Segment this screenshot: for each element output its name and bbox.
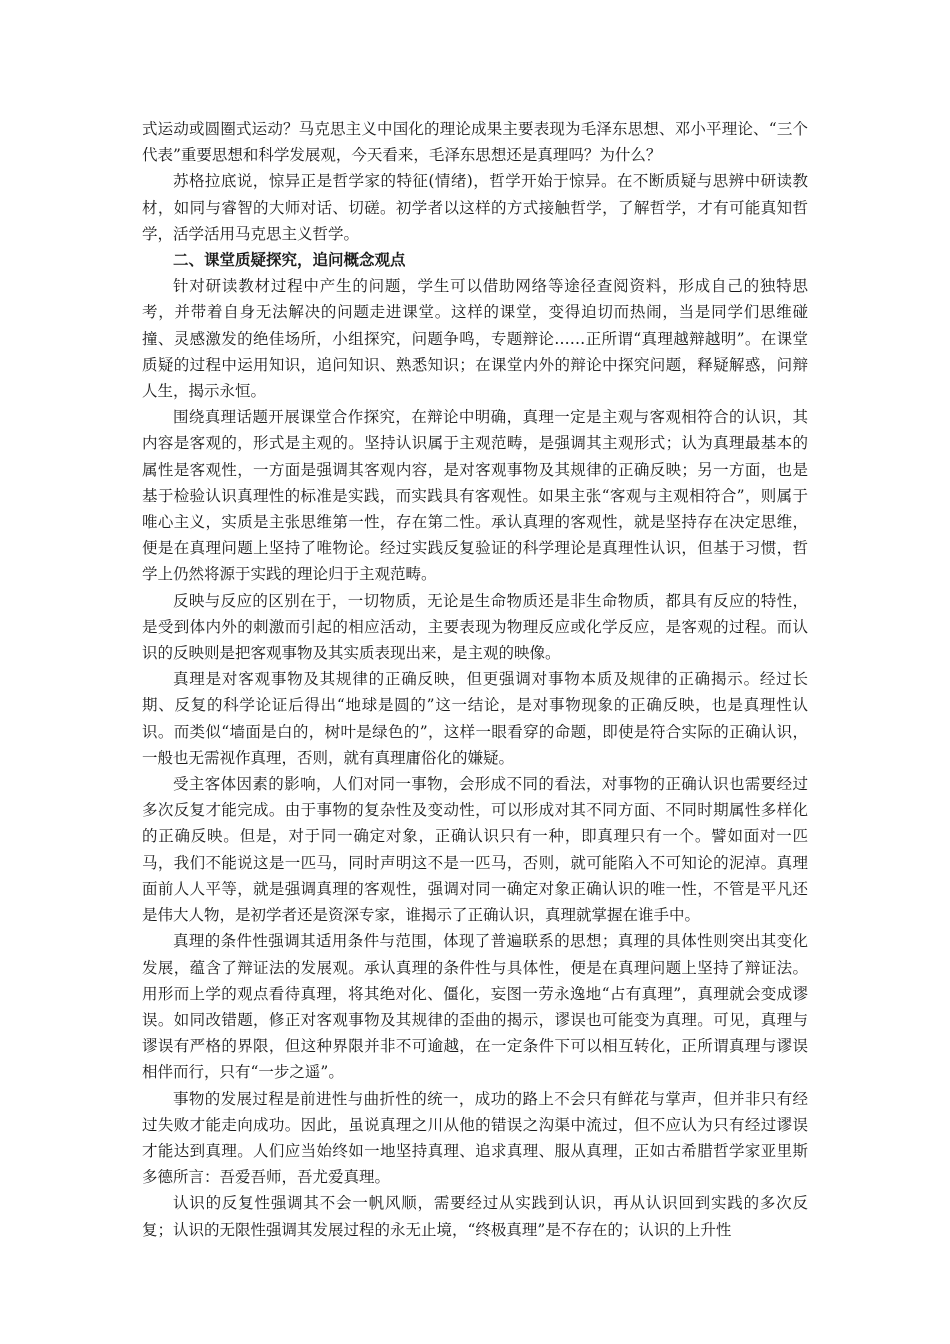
paragraph-continuation: 式运动或圆圈式运动？马克思主义中国化的理论成果主要表现为毛泽东思想、邓小平理论、“三个代表”重要思想和科学发展观，今天看来，毛泽东思想还是真理吗？为什么？ [142, 120, 808, 165]
paragraph-truth-uniqueness: 受主客体因素的影响，人们对同一事物，会形成不同的看法，对事物的正确认识也需要经过多次反复才能完成。由于事物的复杂性及变动性，可以形成对其不同方面、不同时期属性多样化的正确反映。但是，对于同一确定对象，正确认识只有一种，即真理只有一个。譬如面对一匹马，我们不能说这是一匹马，同时声明这不是一匹马，否则，就可能陷入不可知论的泥淖。真理面前人人平等，就是强调真理的客观性，强调对同一确定对象正确认识的唯一性，不管是平凡还是伟大人物，是初学者还是资深专家，谁揭示了正确认识，真理就掌握在谁手中。 [142, 775, 808, 925]
section-heading: 二、课堂质疑探究，追问概念观点 [173, 250, 406, 270]
paragraph-truth-objectivity: 围绕真理话题开展课堂合作探究，在辩论中明确，真理一定是主观与客观相符合的认识，其内容是客观的，形式是主观的。坚持认识属于主观范畴，是强调其主观形式；认为真理最基本的属性是客观性，一方面是强调其客观内容，是对客观事物及其规律的正确反映；另一方面，也是基于检验认识真理性的标准是实践，而实践具有客观性。如果主张“客观与主观相符合”，则属于唯心主义，实质是主张思维第一性，存在第二性。承认真理的客观性，就是坚持存在决定思维，便是在真理问题上坚持了唯物论。经过实践反复验证的科学理论是真理性认识，但基于习惯，哲学上仍然将源于实践的理论归于主观范畴。 [142, 408, 808, 584]
paragraph-development-process: 事物的发展过程是前进性与曲折性的统一，成功的路上不会只有鲜花与掌声，但并非只有经过失败才能走向成功。因此，虽说真理之川从他的错误之沟渠中流过，但不应认为只有经过谬误才能达到真理。人们应当始终如一地坚持真理、追求真理、服从真理，正如古希腊哲学家亚里斯多德所言：吾爱吾师，吾尤爱真理。 [142, 1089, 808, 1187]
paragraph-truth-conditionality: 真理的条件性强调其适用条件与范围，体现了普遍联系的思想；真理的具体性则突出其变化发展，蕴含了辩证法的发展观。承认真理的条件性与具体性，便是在真理问题上坚持了辩证法。用形而上学的观点看待真理，将其绝对化、僵化，妄图一劳永逸地“占有真理”，真理就会变成谬误。如同改错题，修正对客观事物及其规律的歪曲的揭示，谬误也可能变为真理。可见，真理与谬误有严格的界限，但这种界限并非不可逾越，在一定条件下可以相互转化，正所谓真理与谬误相伴而行，只有“一步之遥”。 [142, 932, 808, 1082]
paragraph-classroom-inquiry: 针对研读教材过程中产生的问题，学生可以借助网络等途径查阅资料，形成自己的独特思考，并带着自身无法解决的问题走进课堂。这样的课堂，变得迫切而热闹，当是同学们思维碰撞、灵感激发的绝佳场所，小组探究，问题争鸣，专题辩论……正所谓“真理越辩越明”。在课堂质疑的过程中运用知识，追问知识、熟悉知识；在课堂内外的辩论中探究问题，释疑解惑，问辩人生，揭示永恒。 [142, 277, 808, 401]
document-body [142, 116, 808, 1243]
paragraph-truth-essence: 真理是对客观事物及其规律的正确反映，但更强调对事物本质及规律的正确揭示。经过长期、反复的科学论证后得出“地球是圆的”这一结论，是对事物现象的正确反映，也是真理性认识。而类似“墙面是白的，树叶是绿色的”，这样一眼看穿的命题，即使是符合实际的正确认识，一般也无需视作真理，否则，就有真理庸俗化的嫌疑。 [142, 670, 808, 767]
paragraph-cognition-repetition: 认识的反复性强调其不会一帆风顺，需要经过从实践到认识，再从认识回到实践的多次反复；认识的无限性强调其发展过程的永无止境，“终极真理”是不存在的；认识的上升性 [142, 1194, 808, 1239]
paragraph-socrates: 苏格拉底说，惊异正是哲学家的特征(情绪)，哲学开始于惊异。在不断质疑与思辨中研读教材，如同与睿智的大师对话、切磋。初学者以这样的方式接触哲学，了解哲学，才有可能真知哲学，活学活用马克思主义哲学。 [142, 172, 808, 243]
paragraph-reflection-vs-reaction: 反映与反应的区别在于，一切物质，无论是生命物质还是非生命物质，都具有反应的特性，是受到体内外的刺激而引起的相应活动，主要表现为物理反应或化学反应，是客观的过程。而认识的反映则是把客观事物及其实质表现出来，是主观的映像。 [142, 591, 808, 663]
